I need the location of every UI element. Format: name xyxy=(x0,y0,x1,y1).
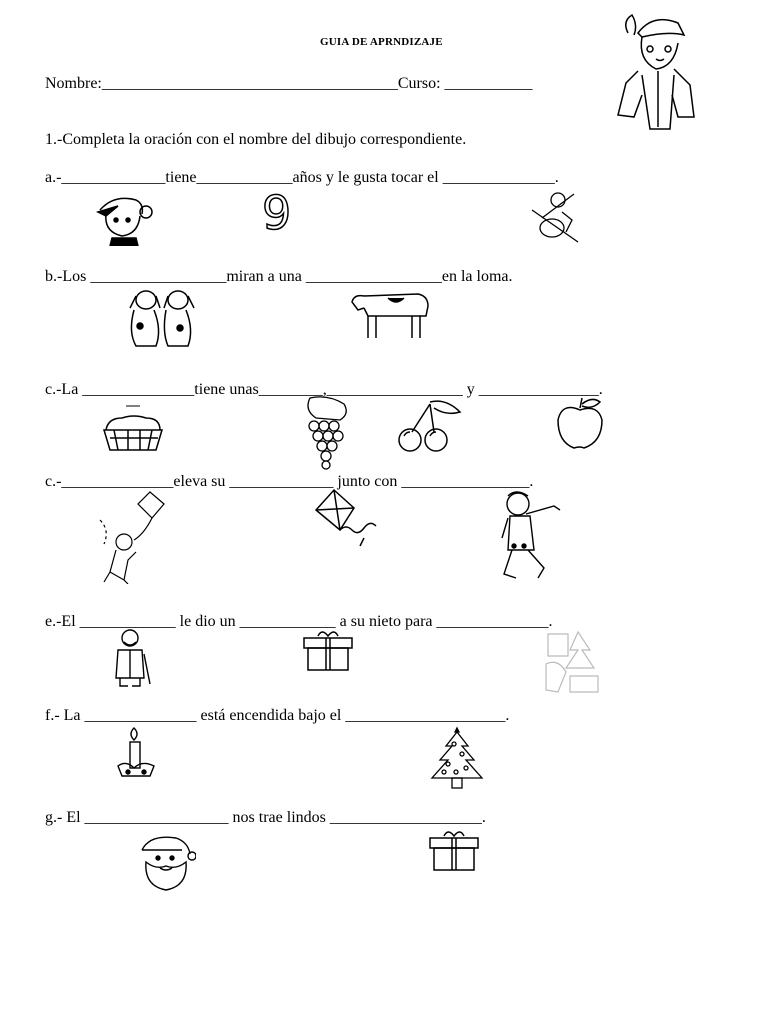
apple-image xyxy=(552,396,610,452)
grandfather-image xyxy=(110,628,152,688)
grapes-image xyxy=(300,394,356,470)
trainer-boy-image xyxy=(598,5,713,135)
name-course-line: Nombre:_____________________________________Curso: ___________ xyxy=(45,75,533,92)
instruction: 1.-Completa la oración con el nombre del dibujo correspondiente. xyxy=(45,131,467,148)
sentence-e: e.-El ____________ le dio un ____________ a su nieto para ______________. xyxy=(45,613,553,630)
child-with-kite-image xyxy=(94,490,176,584)
sentence-g: g.- El __________________ nos trae lindos ___________________. xyxy=(45,809,486,826)
gift-box-image-2 xyxy=(426,828,482,872)
sentence-a: a.-_____________tiene____________años y le gusta tocar el ______________. xyxy=(45,169,559,186)
dogs-image xyxy=(124,286,198,354)
santa-claus-image xyxy=(136,832,196,892)
worksheet-title: GUIA DE APRNDIZAJE xyxy=(320,36,443,48)
boy-face-image xyxy=(92,192,154,246)
sentence-f: f.- La ______________ está encendida bajo el ____________________. xyxy=(45,707,510,724)
cherries-image xyxy=(394,398,464,454)
basket-image xyxy=(100,402,166,454)
sentence-c2: c.-______________eleva su _____________ junto con ________________. xyxy=(45,473,534,490)
violin-player-image xyxy=(528,188,584,246)
cow-image xyxy=(348,286,432,340)
jumping-boy-image xyxy=(494,488,566,584)
kite-image xyxy=(306,488,380,548)
christmas-scene-image xyxy=(540,628,604,696)
number-nine-image: 9 xyxy=(262,186,292,240)
gift-box-image xyxy=(300,628,356,672)
candle-image xyxy=(114,726,160,782)
sentence-c1: c.-La ______________tiene unas________,_________________ y _______________. xyxy=(45,381,603,398)
christmas-tree-image xyxy=(428,726,486,792)
sentence-b: b.-Los _________________miran a una _________________en la loma. xyxy=(45,268,513,285)
